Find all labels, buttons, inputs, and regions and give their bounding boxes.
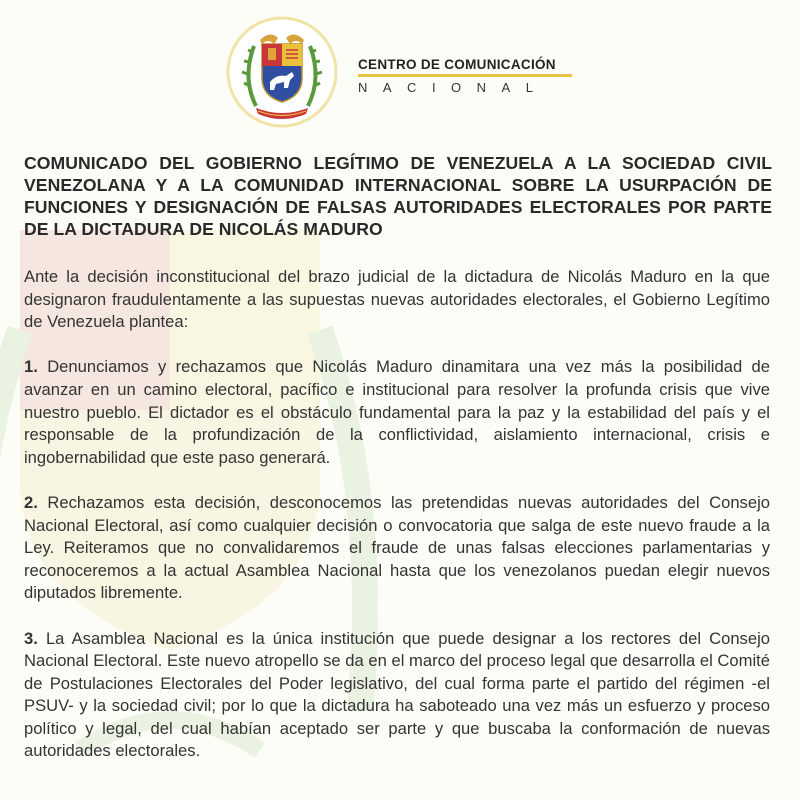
intro-paragraph: Ante la decisión inconstitucional del brazo judicial de la dictadura de Nicolás Maduro en la que designaron fraudulentamente a las supuestas nuevas autoridades electorales, el Gobierno Legítimo de Venezuela plantea: [24,267,770,332]
venezuela-coat-of-arms-icon [226,16,338,128]
point-2-paragraph [24,492,770,605]
org-name: CENTRO DE COMUNICACIÓN [358,57,556,72]
point-1-paragraph [24,356,770,469]
point-2-number: 2. [24,492,38,512]
communique-title: COMUNICADO DEL GOBIERNO LEGÍTIMO DE VENEZUELA A LA SOCIEDAD CIVIL VENEZOLANA Y A LA COMUNIDAD INTERNACIONAL SOBRE LA USURPACIÓN DE FUNCIONES Y DESIGNACIÓN DE FALSAS AUTORIDADES ELECTORALES POR PARTE DE LA DICTADURA DE NICOLÁS MADURO [24,153,772,239]
org-subtitle: NACIONAL [358,80,549,95]
point-3-number: 3. [24,628,38,648]
point-3-text: La Asamblea Nacional es la única institución que puede designar a los rectores del Consejo Nacional Electoral. Este nuevo atropello se da en el marco del proceso legal que desarrolla el Comité de Postulaciones Electorales del Poder legislativo, del cual forma parte el partido del régimen -el PSUV- y la sociedad civil; por lo que la dictadura ha saboteado una vez más un esfuerzo y proceso político y legal, del cual habían aceptado ser parte y que buscaba la conformación de nuevas autoridades electorales. [24,628,770,761]
point-1-text: Denunciamos y rechazamos que Nicolás Maduro dinamitara una vez más la posibilidad de avanzar en un camino electoral, pacífico e institucional para resolver la profunda crisis que vive nuestro pueblo. El dictador es el obstáculo fundamental para la paz y la estabilidad del país y el responsable de la profundización de la conflictividad, aislamiento internacional, crisis e ingobernabilidad que este paso generará. [24,357,770,467]
header [0,0,800,140]
point-2-text: Rechazamos esta decisión, desconocemos las pretendidas nuevas autoridades del Consejo Nacional Electoral, así como cualquier decisión o convocatoria que salga de este nuevo fraude a la Ley. Reiteramos que no convalidaremos el fraude de unas falsas elecciones parlamentarias y reconoceremos a la actual Asamblea Nacional hasta que los venezolanos puedan elegir nuevos diputados libremente. [24,492,770,603]
point-1-number: 1. [24,357,38,377]
point-3-paragraph [24,628,770,764]
org-divider [358,74,572,77]
communique-body [24,266,770,786]
